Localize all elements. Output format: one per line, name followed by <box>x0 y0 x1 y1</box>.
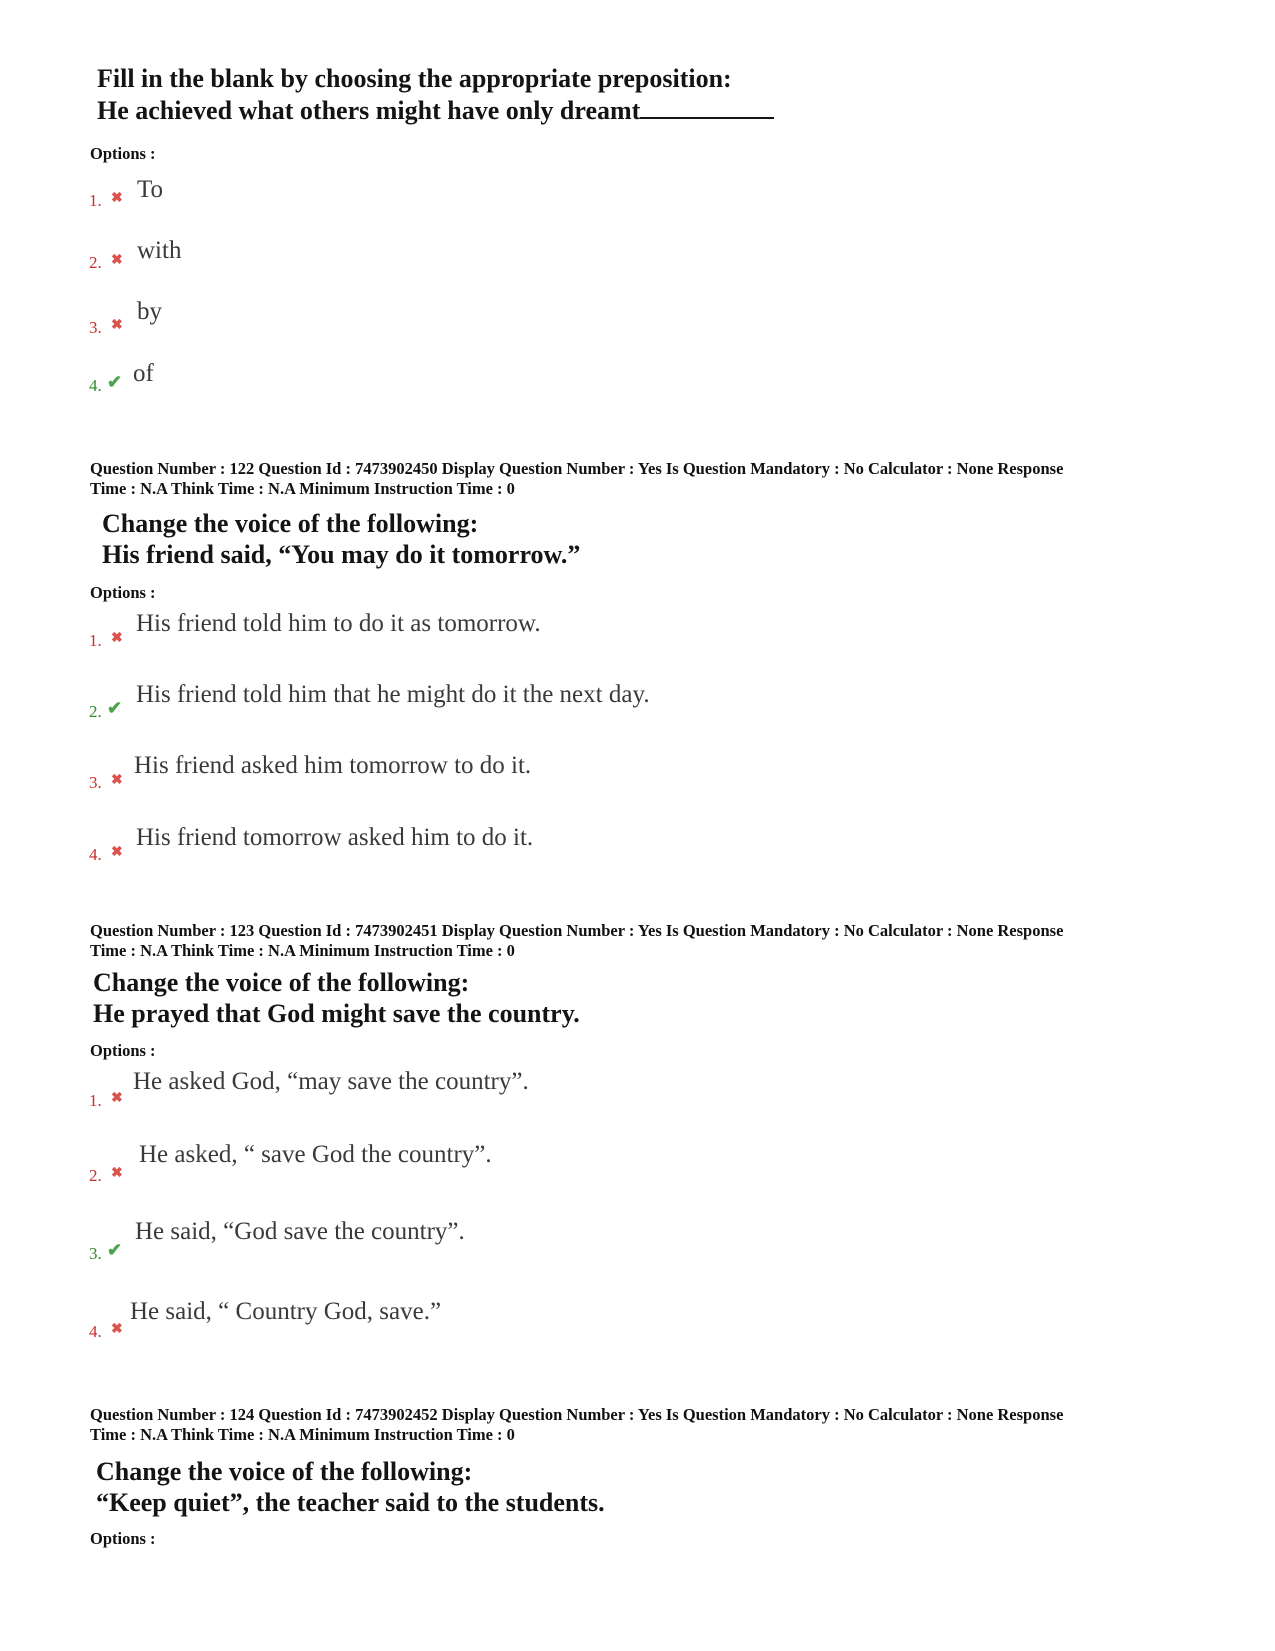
q122-title-line1: Change the voice of the following: <box>102 509 479 538</box>
option-text: His friend told him to do it as tomorrow. <box>136 610 541 637</box>
q124-meta-line2: Time : N.A Think Time : N.A Minimum Instruction Time : 0 <box>90 1425 515 1444</box>
fill-blank-line <box>640 97 774 119</box>
option-number: 4. <box>89 1322 102 1341</box>
q122-title-line2: His friend said, “You may do it tomorrow.” <box>102 540 581 569</box>
option-text: of <box>133 360 154 387</box>
option-text: His friend told him that he might do it the next day. <box>136 681 650 708</box>
q124-title-line2: “Keep quiet”, the teacher said to the students. <box>96 1488 605 1517</box>
option-text: He asked God, “may save the country”. <box>133 1068 529 1095</box>
wrong-mark-icon: ✖ <box>111 1091 123 1106</box>
option-number: 1. <box>89 631 102 650</box>
option-text: His friend asked him tomorrow to do it. <box>134 752 532 779</box>
q123-title-line1: Change the voice of the following: <box>93 968 470 997</box>
option-text: To <box>137 176 164 203</box>
wrong-mark-icon: ✖ <box>111 191 123 206</box>
q124-title-line1: Change the voice of the following: <box>96 1457 473 1486</box>
option-text: with <box>137 237 182 264</box>
option-number: 1. <box>89 191 102 210</box>
option-number: 3. <box>89 1244 102 1263</box>
correct-check-icon: ✔ <box>107 1240 123 1260</box>
q123-options-label: Options : <box>90 1041 156 1060</box>
q121-title-line2-text: He achieved what others might have only dreamt <box>97 96 641 125</box>
option-text: by <box>137 298 162 325</box>
correct-check-icon: ✔ <box>107 372 123 392</box>
q124-options-label: Options : <box>90 1529 156 1548</box>
option-number: 4. <box>89 376 102 395</box>
wrong-mark-icon: ✖ <box>111 253 123 268</box>
q122-options-label: Options : <box>90 583 156 602</box>
q123-meta-line2: Time : N.A Think Time : N.A Minimum Instruction Time : 0 <box>90 941 515 960</box>
q122-meta-line1: Question Number : 122 Question Id : 7473902450 Display Question Number : Yes Is Question Mandatory : No Calculator : None Response <box>90 459 1064 478</box>
option-text: His friend tomorrow asked him to do it. <box>136 824 534 851</box>
q123-meta-line1: Question Number : 123 Question Id : 7473902451 Display Question Number : Yes Is Question Mandatory : No Calculator : None Response <box>90 921 1064 940</box>
correct-check-icon: ✔ <box>107 698 123 718</box>
wrong-mark-icon: ✖ <box>111 1166 123 1181</box>
option-number: 2. <box>89 253 102 272</box>
q124-meta-line1: Question Number : 124 Question Id : 7473902452 Display Question Number : Yes Is Question Mandatory : No Calculator : None Response <box>90 1405 1064 1424</box>
wrong-mark-icon: ✖ <box>111 845 123 860</box>
option-number: 2. <box>89 1166 102 1185</box>
wrong-mark-icon: ✖ <box>111 318 123 333</box>
option-number: 1. <box>89 1091 102 1110</box>
q121-title-line2 <box>97 95 774 127</box>
option-text: He said, “ Country God, save.” <box>130 1298 442 1325</box>
wrong-mark-icon: ✖ <box>111 1322 123 1337</box>
q122-meta-line2: Time : N.A Think Time : N.A Minimum Instruction Time : 0 <box>90 479 515 498</box>
q121-options-label: Options : <box>90 144 156 163</box>
q121-title-line1: Fill in the blank by choosing the appropriate preposition: <box>97 64 732 93</box>
option-number: 3. <box>89 318 102 337</box>
option-number: 3. <box>89 773 102 792</box>
wrong-mark-icon: ✖ <box>111 773 123 788</box>
option-text: He asked, “ save God the country”. <box>139 1141 492 1168</box>
option-number: 2. <box>89 702 102 721</box>
q123-title-line2: He prayed that God might save the country. <box>93 999 580 1028</box>
option-number: 4. <box>89 845 102 864</box>
option-text: He said, “God save the country”. <box>135 1218 465 1245</box>
wrong-mark-icon: ✖ <box>111 631 123 646</box>
